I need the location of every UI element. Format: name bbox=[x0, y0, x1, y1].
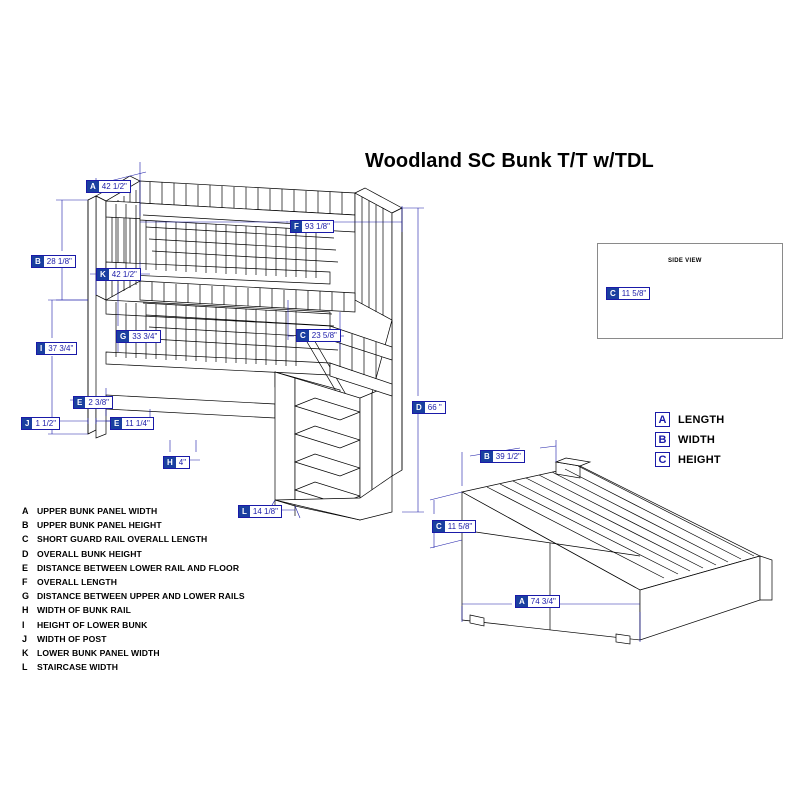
key-row-height bbox=[655, 452, 747, 467]
callout-key: E bbox=[74, 397, 85, 408]
callout-key: D bbox=[413, 402, 425, 413]
callout-value: 2 3/8" bbox=[88, 398, 109, 407]
callout-value: 1 1/2" bbox=[35, 419, 57, 428]
callout-key: C bbox=[297, 330, 309, 341]
callout-d-overall-height bbox=[412, 401, 446, 414]
key-letter: A bbox=[655, 412, 670, 427]
callout-value: 42 1/2" bbox=[111, 270, 137, 279]
callout-key: F bbox=[291, 221, 302, 232]
callout-key: C bbox=[433, 521, 445, 532]
legend-key: A bbox=[22, 506, 29, 517]
callout-value: 11 5/8" bbox=[447, 522, 473, 531]
key-text: WIDTH bbox=[678, 433, 716, 446]
callout-value: 37 3/4" bbox=[48, 344, 74, 353]
callout-key: H bbox=[164, 457, 176, 468]
legend-item-l bbox=[22, 660, 322, 674]
legend-item-k bbox=[22, 646, 322, 660]
key-letter: C bbox=[655, 452, 670, 467]
callout-k-lower-panel-width bbox=[96, 268, 141, 281]
callout-b-upper-panel-height bbox=[31, 255, 76, 268]
legend-key: G bbox=[22, 591, 30, 602]
legend-key: B bbox=[22, 520, 29, 531]
key-letter: B bbox=[655, 432, 670, 447]
callout-value: 11 5/8" bbox=[621, 289, 647, 298]
legend-item-c bbox=[22, 532, 322, 546]
legend-item-i bbox=[22, 618, 322, 632]
legend-key: C bbox=[22, 534, 29, 545]
legend-label: UPPER BUNK PANEL WIDTH bbox=[37, 506, 158, 517]
callout-j-post-width bbox=[21, 417, 60, 430]
callout-key: C bbox=[607, 288, 619, 299]
callout-key: E bbox=[111, 418, 122, 429]
legend-label: SHORT GUARD RAIL OVERALL LENGTH bbox=[37, 534, 208, 545]
callout-c-trundle-height bbox=[432, 520, 476, 533]
legend-item-a bbox=[22, 504, 322, 518]
legend-key: D bbox=[22, 548, 29, 559]
legend-label: DISTANCE BETWEEN LOWER RAIL AND FLOOR bbox=[37, 562, 240, 573]
legend-label: STAIRCASE WIDTH bbox=[37, 662, 119, 673]
callout-value: 14 1/8" bbox=[252, 507, 278, 516]
callout-value: 33 3/4" bbox=[132, 332, 158, 341]
callout-i-lower-bunk-height bbox=[36, 342, 77, 355]
callout-key: G bbox=[117, 331, 129, 342]
legend-key: F bbox=[22, 577, 28, 588]
callout-value: 66 " bbox=[427, 403, 442, 412]
legend-label: OVERALL BUNK HEIGHT bbox=[37, 548, 142, 559]
callout-value: 28 1/8" bbox=[46, 257, 72, 266]
callout-g-rail-spacing bbox=[116, 330, 161, 343]
legend-label: WIDTH OF BUNK RAIL bbox=[37, 605, 131, 616]
legend-key: L bbox=[22, 662, 28, 673]
callout-b-trundle-width bbox=[480, 450, 525, 463]
legend-item-h bbox=[22, 603, 322, 617]
legend-key: E bbox=[22, 562, 29, 573]
callout-key: I bbox=[37, 343, 45, 354]
key-text: HEIGHT bbox=[678, 453, 721, 466]
legend-item-d bbox=[22, 547, 322, 561]
callout-key: A bbox=[87, 181, 99, 192]
key-row-width bbox=[655, 432, 747, 447]
callout-value: 39 1/2" bbox=[495, 452, 521, 461]
callout-h-bunk-rail-width bbox=[163, 456, 190, 469]
callout-e-rail-floor-upper bbox=[73, 396, 113, 409]
callout-a-trundle-length bbox=[515, 595, 560, 608]
callout-a-upper-panel-width bbox=[86, 180, 131, 193]
callout-value: 23 5/8" bbox=[311, 331, 337, 340]
callout-value: 93 1/8" bbox=[304, 222, 330, 231]
legend-label: DISTANCE BETWEEN UPPER AND LOWER RAILS bbox=[37, 591, 245, 602]
legend-item-e bbox=[22, 561, 322, 575]
callout-value: 4" bbox=[178, 458, 187, 467]
callout-e-rail-floor-lower bbox=[110, 417, 154, 430]
legend-item-g bbox=[22, 589, 322, 603]
legend-label: UPPER BUNK PANEL HEIGHT bbox=[37, 520, 162, 531]
key-row-length bbox=[655, 412, 747, 427]
callout-key: L bbox=[239, 506, 250, 517]
legend-key: I bbox=[22, 619, 25, 630]
callout-f-overall-length bbox=[290, 220, 334, 233]
trundle-key-box bbox=[655, 412, 747, 472]
callout-key: B bbox=[32, 256, 44, 267]
page-title: Woodland SC Bunk T/T w/TDL bbox=[365, 150, 654, 172]
callout-c-short-guard-rail bbox=[296, 329, 341, 342]
side-view-label: SIDE VIEW bbox=[668, 258, 702, 264]
legend-key: J bbox=[22, 633, 28, 644]
key-text: LENGTH bbox=[678, 413, 725, 426]
legend-label: WIDTH OF POST bbox=[37, 633, 107, 644]
legend-label: LOWER BUNK PANEL WIDTH bbox=[37, 647, 160, 658]
legend-item-j bbox=[22, 632, 322, 646]
legend-list bbox=[22, 504, 322, 674]
legend-item-f bbox=[22, 575, 322, 589]
callout-key: B bbox=[481, 451, 493, 462]
callout-key: J bbox=[22, 418, 32, 429]
legend-item-b bbox=[22, 518, 322, 532]
legend-label: HEIGHT OF LOWER BUNK bbox=[37, 619, 148, 630]
callout-value: 42 1/2" bbox=[101, 182, 127, 191]
callout-key: A bbox=[516, 596, 528, 607]
legend-label: OVERALL LENGTH bbox=[37, 577, 118, 588]
callout-key: K bbox=[97, 269, 109, 280]
callout-value: 11 1/4" bbox=[125, 419, 150, 428]
callout-c-side-view-height bbox=[606, 287, 650, 300]
callout-value: 74 3/4" bbox=[530, 597, 556, 606]
legend-key: H bbox=[22, 605, 29, 616]
legend-key: K bbox=[22, 647, 29, 658]
